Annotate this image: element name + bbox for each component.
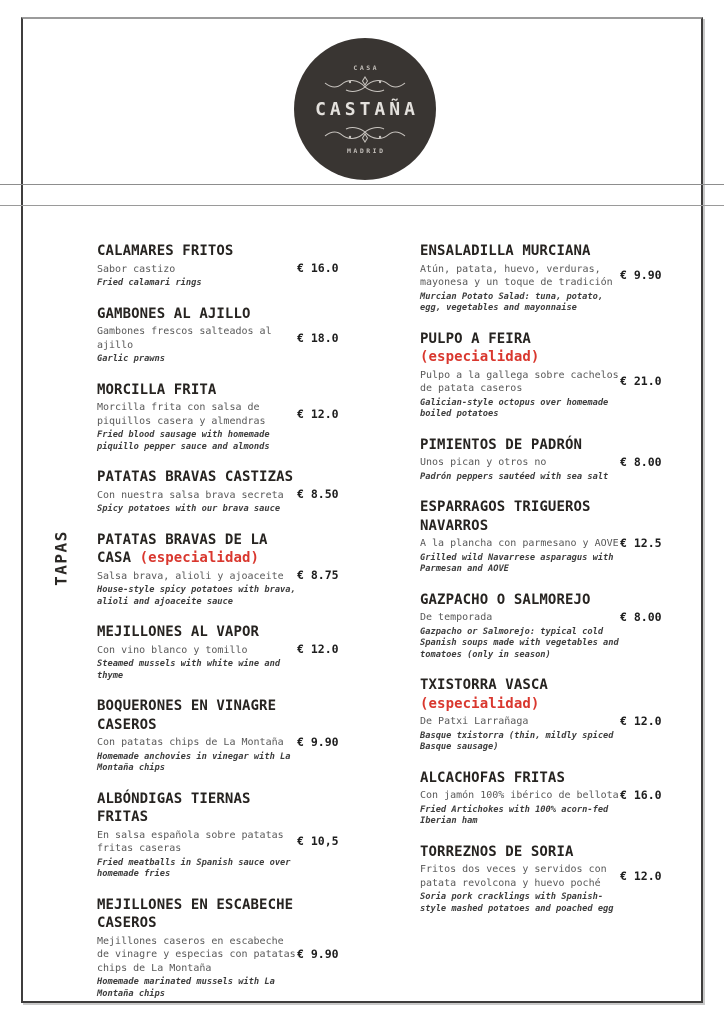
divider-line-top xyxy=(0,184,724,185)
item-name: PIMIENTOS DE PADRÓN xyxy=(420,436,583,453)
item-price: € 12.0 xyxy=(297,642,339,657)
item-price: € 8.50 xyxy=(297,487,339,502)
item-name: ALCACHOFAS FRITAS xyxy=(420,769,565,786)
specialty-label: (especialidad) xyxy=(420,695,540,712)
item-name: MEJILLONES EN ESCABECHE CASEROS xyxy=(97,896,294,931)
item-name: GAZPACHO O SALMOREJO xyxy=(420,591,591,608)
item-name: TORREZNOS DE SORIA xyxy=(420,843,574,860)
menu-item xyxy=(97,790,355,881)
item-name: MORCILLA FRITA xyxy=(97,381,217,398)
item-description: Morcilla frita con salsa de piquillos casera y almendras xyxy=(97,402,266,427)
menu-item xyxy=(420,769,678,828)
menu-item xyxy=(97,381,355,454)
item-description: Gambones frescos salteados al ajillo xyxy=(97,326,272,351)
section-label-tapas: TAPAS xyxy=(51,530,71,586)
logo-name-text: CASTAÑA xyxy=(315,98,419,120)
menu-item xyxy=(97,242,355,290)
item-price: € 9.90 xyxy=(297,946,339,961)
item-name: ALBÓNDIGAS TIERNAS FRITAS xyxy=(97,790,251,825)
item-name: ENSALADILLA MURCIANA xyxy=(420,243,591,259)
item-name: PATATAS BRAVAS DE LA CASA (especialidad) xyxy=(97,531,268,566)
logo-top-text: CASA xyxy=(353,63,380,72)
item-name: BOQUERONES EN VINAGRE CASEROS xyxy=(97,698,277,733)
item-description-en: House-style spicy potatoes with brava, alioli and ajoaceite sauce xyxy=(97,585,296,607)
item-price: € 8.00 xyxy=(620,454,662,469)
item-description-en: Murcian Potato Salad: tuna, potato, egg, vegetables and mayonnaise xyxy=(420,291,604,313)
menu-item xyxy=(97,623,355,682)
item-description: De Patxi Larrañaga xyxy=(420,716,529,727)
item-price: € 9.90 xyxy=(620,268,662,282)
item-description: Pulpo a la gallega sobre cachelos de patata caseros xyxy=(420,369,619,394)
item-description-en: Fried meatballs in Spanish sauce over homemade fries xyxy=(97,857,291,879)
item-price: € 21.0 xyxy=(620,374,662,388)
specialty-label: (especialidad) xyxy=(139,550,260,566)
item-price: € 18.0 xyxy=(297,330,339,345)
specialty-label: (especialidad) xyxy=(420,349,540,365)
item-price: € 16.0 xyxy=(297,261,339,276)
item-name: CALAMARES FRITOS xyxy=(97,243,234,259)
item-description-en: Soria pork cracklings with Spanish-style mashed potatoes and poached egg xyxy=(420,892,614,914)
item-description-en: Padrón peppers sautéed with sea salt xyxy=(420,471,609,482)
item-price: € 8.75 xyxy=(297,568,339,583)
item-description: Salsa brava, alioli y ajoaceite xyxy=(97,570,284,582)
item-name: PULPO A FEIRA (especialidad) xyxy=(420,330,628,367)
item-price: € 12.5 xyxy=(620,535,662,550)
menu-item xyxy=(420,242,678,315)
item-price: € 16.0 xyxy=(620,787,662,802)
item-price: € 8.00 xyxy=(620,609,662,624)
item-description: Unos pican y otros no xyxy=(420,457,547,468)
item-name: TXISTORRA VASCA (especialidad) xyxy=(420,676,628,713)
divider-line-bottom xyxy=(0,205,724,206)
item-description: En salsa española sobre patatas fritas caseras xyxy=(97,829,284,854)
item-description-en: Homemade marinated mussels with La Montaña chips xyxy=(97,977,275,999)
menu-item xyxy=(420,436,678,484)
item-price: € 10,5 xyxy=(297,834,339,848)
logo-flourish-icon xyxy=(322,74,408,96)
item-description-en: Spicy potatoes with our brava sauce xyxy=(97,504,281,514)
item-description: Con patatas chips de La Montaña xyxy=(97,737,284,748)
item-price: € 12.0 xyxy=(620,713,662,728)
item-description: A la plancha con parmesano y AOVE xyxy=(420,538,619,549)
item-description-en: Homemade anchovies in vinegar with La Montaña chips xyxy=(97,751,291,773)
item-description: Mejillones caseros en escabeche de vinagre y especias con patatas chips de La Montaña xyxy=(97,935,296,974)
menu-item xyxy=(97,531,355,609)
item-description-en: Grilled wild Navarrese asparagus with Parmesan and AOVE xyxy=(420,552,614,574)
menu-column-left xyxy=(97,242,355,1015)
item-description: De temporada xyxy=(420,612,493,623)
item-description: Con vino blanco y tomillo xyxy=(97,644,248,656)
item-description-en: Gazpacho or Salmorejo: typical cold Spanish soups made with vegetables and tomatoes (only in season) xyxy=(420,626,619,660)
logo-flourish-icon xyxy=(322,123,408,145)
item-description: Atún, patata, huevo, verduras, mayonesa y un toque de tradición xyxy=(420,263,613,288)
item-name: MEJILLONES AL VAPOR xyxy=(97,624,260,640)
item-description: Con nuestra salsa brava secreta xyxy=(97,489,284,501)
item-name: ESPARRAGOS TRIGUEROS NAVARROS xyxy=(420,499,591,534)
restaurant-logo xyxy=(294,38,436,180)
item-price: € 9.90 xyxy=(297,734,339,749)
menu-item xyxy=(97,896,355,1001)
item-description: Sabor castizo xyxy=(97,263,176,275)
item-description-en: Galician-style octopus over homemade boiled potatoes xyxy=(420,397,609,419)
menu-item xyxy=(420,591,678,662)
menu-item xyxy=(420,330,678,421)
menu-item xyxy=(97,468,355,516)
item-description-en: Garlic prawns xyxy=(97,354,165,364)
item-description-en: Basque txistorra (thin, mildly spiced Basque sausage) xyxy=(420,730,614,752)
item-name: GAMBONES AL AJILLO xyxy=(97,305,251,322)
item-price: € 12.0 xyxy=(620,868,662,883)
menu-column-right xyxy=(420,242,678,930)
item-description-en: Fried Artichokes with 100% acorn-fed Iberian ham xyxy=(420,804,609,826)
item-name: PATATAS BRAVAS CASTIZAS xyxy=(97,469,294,485)
item-description-en: Fried blood sausage with homemade piquillo pepper sauce and almonds xyxy=(97,430,270,452)
item-description: Con jamón 100% ibérico de bellota xyxy=(420,790,619,801)
menu-item xyxy=(420,676,678,754)
item-description: Fritos dos veces y servidos con patata revolcona y huevo poché xyxy=(420,864,607,889)
menu-item xyxy=(97,697,355,775)
menu-item xyxy=(97,305,355,366)
logo-bottom-text: MADRID xyxy=(347,146,386,155)
item-price: € 12.0 xyxy=(297,406,339,421)
menu-item xyxy=(420,843,678,916)
item-description-en: Steamed mussels with white wine and thyme xyxy=(97,659,281,681)
menu-item xyxy=(420,498,678,576)
item-description-en: Fried calamari rings xyxy=(97,278,202,288)
